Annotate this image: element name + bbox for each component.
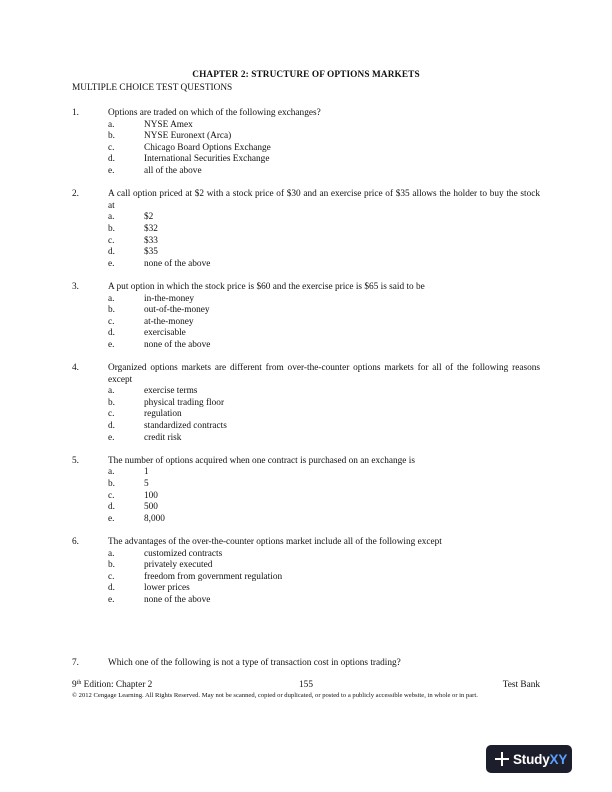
question-text: Which one of the following is not a type of transaction cost in options trading? — [108, 658, 401, 668]
option-text: 100 — [144, 490, 158, 501]
answer-option — [72, 595, 540, 607]
option-letter: e. — [108, 258, 115, 269]
option-text: 8,000 — [144, 513, 165, 524]
option-letter: d. — [108, 247, 115, 258]
studyxy-logo-text — [513, 752, 567, 767]
question-list — [72, 108, 540, 618]
question-text: The number of options acquired when one contract is purchased on an exchange is — [108, 455, 415, 466]
answer-option — [72, 340, 540, 352]
option-letter: e. — [108, 165, 115, 176]
option-text: 500 — [144, 502, 158, 513]
option-text: at-the-money — [144, 316, 194, 327]
option-text: $35 — [144, 247, 158, 258]
option-letter: b. — [108, 560, 115, 571]
answer-option — [72, 247, 540, 259]
option-text: all of the above — [144, 165, 202, 176]
plus-icon — [495, 752, 509, 766]
option-letter: d. — [108, 421, 115, 432]
option-letter: d. — [108, 502, 115, 513]
option-letter: e. — [108, 339, 115, 350]
question-number: 1. — [72, 108, 79, 118]
option-text: NYSE Euronext (Arca) — [144, 131, 232, 142]
option-text: none of the above — [144, 339, 211, 350]
option-text: credit risk — [144, 432, 182, 443]
question-number: 7. — [72, 658, 79, 668]
question-4 — [72, 363, 540, 444]
option-letter: a. — [108, 548, 115, 559]
question-3 — [72, 282, 540, 352]
option-text: Chicago Board Options Exchange — [144, 142, 271, 153]
option-letter: a. — [108, 293, 115, 304]
answer-option — [72, 491, 540, 503]
page-number: 155 — [299, 680, 313, 690]
answer-option — [72, 433, 540, 445]
option-text: none of the above — [144, 594, 211, 605]
answer-option — [72, 154, 540, 166]
option-letter: b. — [108, 397, 115, 408]
question-2 — [72, 189, 540, 270]
answer-option — [72, 514, 540, 526]
studyxy-badge[interactable] — [486, 745, 572, 773]
option-text: privately executed — [144, 560, 213, 571]
brand-study: Study — [513, 751, 550, 767]
question-text: Options are traded on which of the following exchanges? — [108, 108, 321, 118]
option-letter: e. — [108, 513, 115, 524]
option-letter: a. — [108, 467, 115, 478]
answer-option — [72, 467, 540, 479]
option-text: lower prices — [144, 583, 190, 594]
question-text: A put option in which the stock price is $60 and the exercise price is $65 is said to be — [108, 281, 425, 292]
answer-option — [72, 549, 540, 561]
chapter-title: CHAPTER 2: STRUCTURE OF OPTIONS MARKETS — [192, 70, 420, 80]
option-text: $2 — [144, 212, 154, 223]
option-text: exercise terms — [144, 386, 198, 397]
brand-xy: XY — [549, 751, 568, 767]
option-text: NYSE Amex — [144, 119, 193, 130]
answer-option — [72, 479, 540, 491]
option-letter: c. — [108, 142, 115, 153]
option-letter: d. — [108, 154, 115, 165]
answer-option — [72, 560, 540, 572]
answer-option — [72, 421, 540, 433]
option-text: $32 — [144, 223, 158, 234]
answer-option — [72, 572, 540, 584]
answer-option — [72, 131, 540, 143]
option-text: International Securities Exchange — [144, 154, 270, 165]
option-letter: b. — [108, 305, 115, 316]
option-text: none of the above — [144, 258, 211, 269]
answer-option — [72, 583, 540, 595]
option-text: exercisable — [144, 328, 186, 339]
answer-option — [72, 398, 540, 410]
answer-option — [72, 409, 540, 421]
answer-option — [72, 259, 540, 271]
option-letter: c. — [108, 571, 115, 582]
option-text: $33 — [144, 235, 158, 246]
answer-option — [72, 143, 540, 155]
option-letter: a. — [108, 119, 115, 130]
option-text: out-of-the-money — [144, 305, 210, 316]
option-letter: b. — [108, 223, 115, 234]
question-5 — [72, 456, 540, 526]
option-letter: d. — [108, 583, 115, 594]
answer-option — [72, 502, 540, 514]
edition-text: Edition: Chapter 2 — [81, 680, 153, 690]
option-letter: e. — [108, 594, 115, 605]
question-6 — [72, 537, 540, 607]
question-1 — [72, 108, 540, 178]
answer-option — [72, 120, 540, 132]
question-number: 6. — [72, 536, 79, 547]
question-text: The advantages of the over-the-counter options market include all of the following except — [108, 536, 442, 547]
page-footer — [72, 680, 540, 692]
option-text: freedom from government regulation — [144, 571, 283, 582]
answer-option — [72, 294, 540, 306]
option-letter: c. — [108, 235, 115, 246]
option-letter: c. — [108, 316, 115, 327]
section-subtitle: MULTIPLE CHOICE TEST QUESTIONS — [72, 83, 233, 93]
question-text: A call option priced at $2 with a stock price of $30 and an exercise price of $35 allows the holder to buy the stock at — [108, 189, 540, 211]
question-number: 3. — [72, 281, 79, 292]
copyright-notice: © 2012 Cengage Learning. All Rights Reserved. May not be scanned, copied or duplicated, or posted to a publicly accessible website, in whole or in part. — [72, 692, 478, 699]
option-letter: c. — [108, 490, 115, 501]
option-text: 1 — [144, 467, 149, 478]
answer-option — [72, 386, 540, 398]
edition-superscript: th — [76, 680, 82, 686]
answer-option — [72, 224, 540, 236]
option-letter: e. — [108, 432, 115, 443]
option-letter: a. — [108, 212, 115, 223]
answer-option — [72, 328, 540, 340]
answer-option — [72, 212, 540, 224]
answer-option — [72, 305, 540, 317]
question-number: 2. — [72, 189, 79, 200]
answer-option — [72, 166, 540, 178]
edition-number: 9 — [72, 680, 77, 690]
question-number: 4. — [72, 363, 79, 374]
option-letter: b. — [108, 479, 115, 489]
option-letter: b. — [108, 131, 115, 142]
question-text: Organized options markets are different from over-the-counter options markets for all of the following reasons except — [108, 363, 540, 385]
option-letter: c. — [108, 409, 115, 420]
question-number: 5. — [72, 455, 79, 466]
option-letter: a. — [108, 386, 115, 397]
option-text: in-the-money — [144, 293, 195, 304]
option-text: physical trading floor — [144, 397, 225, 408]
option-text: customized contracts — [144, 548, 223, 559]
answer-option — [72, 317, 540, 329]
option-letter: d. — [108, 328, 115, 339]
option-text: regulation — [144, 409, 182, 420]
option-text: standardized contracts — [144, 421, 227, 432]
question-7 — [72, 658, 540, 668]
option-text: 5 — [144, 479, 149, 489]
answer-option — [72, 236, 540, 248]
test-bank-label: Test Bank — [502, 680, 540, 690]
